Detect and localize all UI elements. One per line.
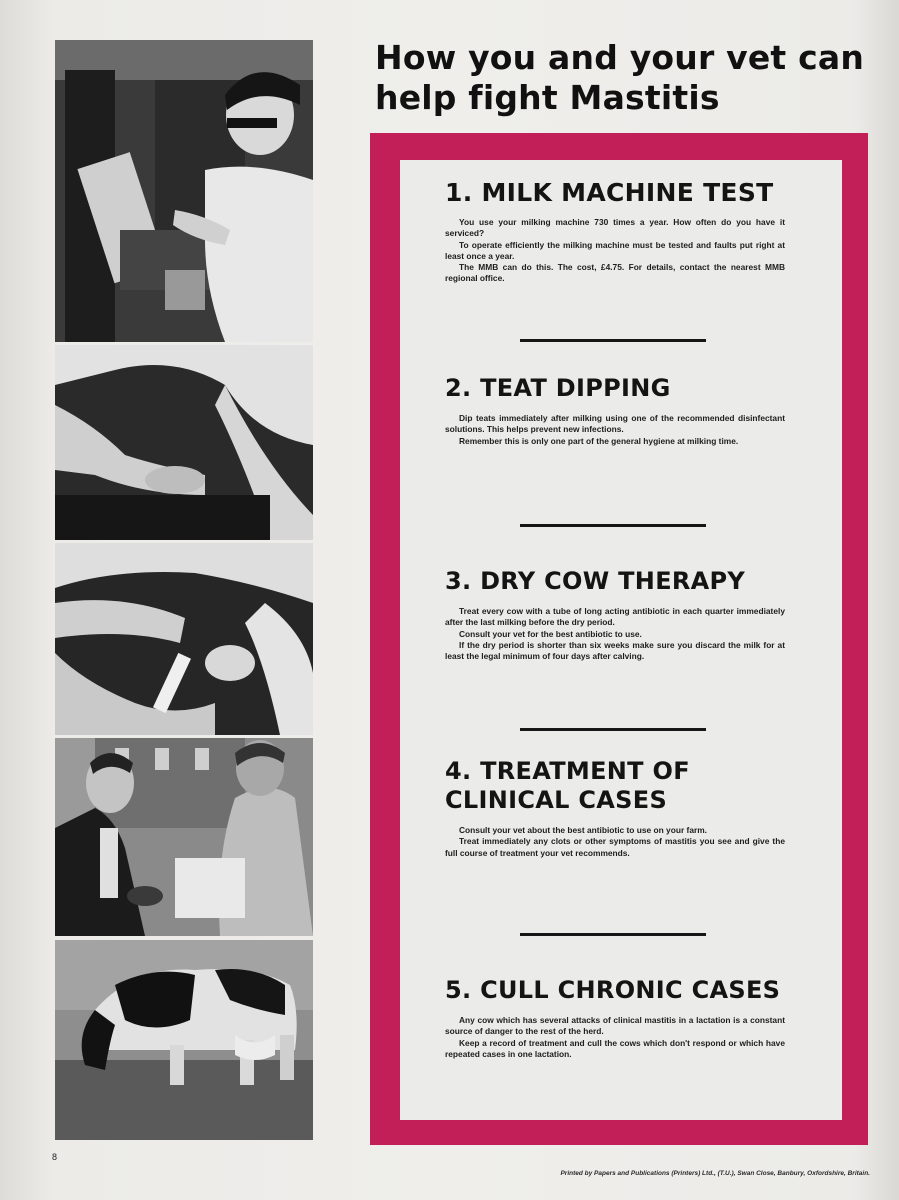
section-paragraph: To operate efficiently the milking machine must be tested and faults put right at least once a year. [445, 239, 785, 261]
section-body [445, 217, 785, 285]
section-title: 3. DRY COW THERAPY [445, 567, 746, 595]
section-title: 4. TREATMENT OF CLINICAL CASES [445, 757, 690, 814]
section-milk-machine-test [445, 178, 785, 285]
printer-imprint: Printed by Papers and Publications (Printers) Ltd., (T.U.), Swan Close, Banbury, Oxfordshire, Britain. [560, 1170, 870, 1177]
photo-dry-cow-therapy [55, 543, 313, 735]
page-headline: How you and your vet can help fight Mastitis [375, 38, 865, 117]
section-title: 5. CULL CHRONIC CASES [445, 976, 781, 1004]
photo-grazing-cow [55, 940, 313, 1140]
section-divider [520, 524, 706, 527]
section-paragraph: If the dry period is shorter than six weeks make sure you discard the milk for at least the legal minimum of four days after calving. [445, 639, 785, 662]
photo-vet-consultation [55, 738, 313, 936]
section-body [445, 606, 785, 662]
section-paragraph: Consult your vet for the best antibiotic to use. [459, 628, 642, 639]
page-number: 8 [52, 1152, 58, 1162]
section-paragraph: Any cow which has several attacks of clinical mastitis in a lactation is a constant source of danger to the rest of the herd. [445, 1015, 785, 1037]
section-divider [520, 728, 706, 731]
section-paragraph: Treat immediately any clots or other symptoms of mastitis you see and give the full course of treatment your vet recommends. [445, 836, 785, 858]
section-paragraph: You use your milking machine 730 times a year. How often do you have it serviced? [445, 217, 785, 239]
section-paragraph: Consult your vet about the best antibiotic to use on your farm. [459, 825, 708, 835]
photo-teat-dipping [55, 345, 313, 540]
section-paragraph: Dip teats immediately after milking using one of the recommended disinfectant solutions. This helps prevent new infections. [445, 413, 785, 435]
section-dry-cow-therapy [445, 567, 785, 662]
section-paragraph: Keep a record of treatment and cull the cows which don't respond or which have repeated cases in one lactation. [445, 1037, 785, 1059]
section-divider [520, 339, 706, 342]
section-paragraph: Treat every cow with a tube of long acting antibiotic in each quarter immediately after the last milking before the dry period. [445, 606, 785, 628]
section-body [445, 1015, 785, 1060]
section-body [445, 825, 785, 859]
section-treatment-clinical-cases [445, 757, 785, 859]
section-teat-dipping [445, 374, 785, 447]
section-divider [520, 933, 706, 936]
section-paragraph: The MMB can do this. The cost, £4.75. For details, contact the nearest MMB regional office. [445, 262, 785, 284]
section-body [445, 413, 785, 447]
section-cull-chronic-cases [445, 976, 785, 1060]
section-title: 2. TEAT DIPPING [445, 374, 671, 402]
section-paragraph: Remember this is only one part of the general hygiene at milking time. [459, 435, 739, 446]
section-title: 1. MILK MACHINE TEST [445, 178, 774, 207]
photo-milk-machine-test [55, 40, 313, 342]
